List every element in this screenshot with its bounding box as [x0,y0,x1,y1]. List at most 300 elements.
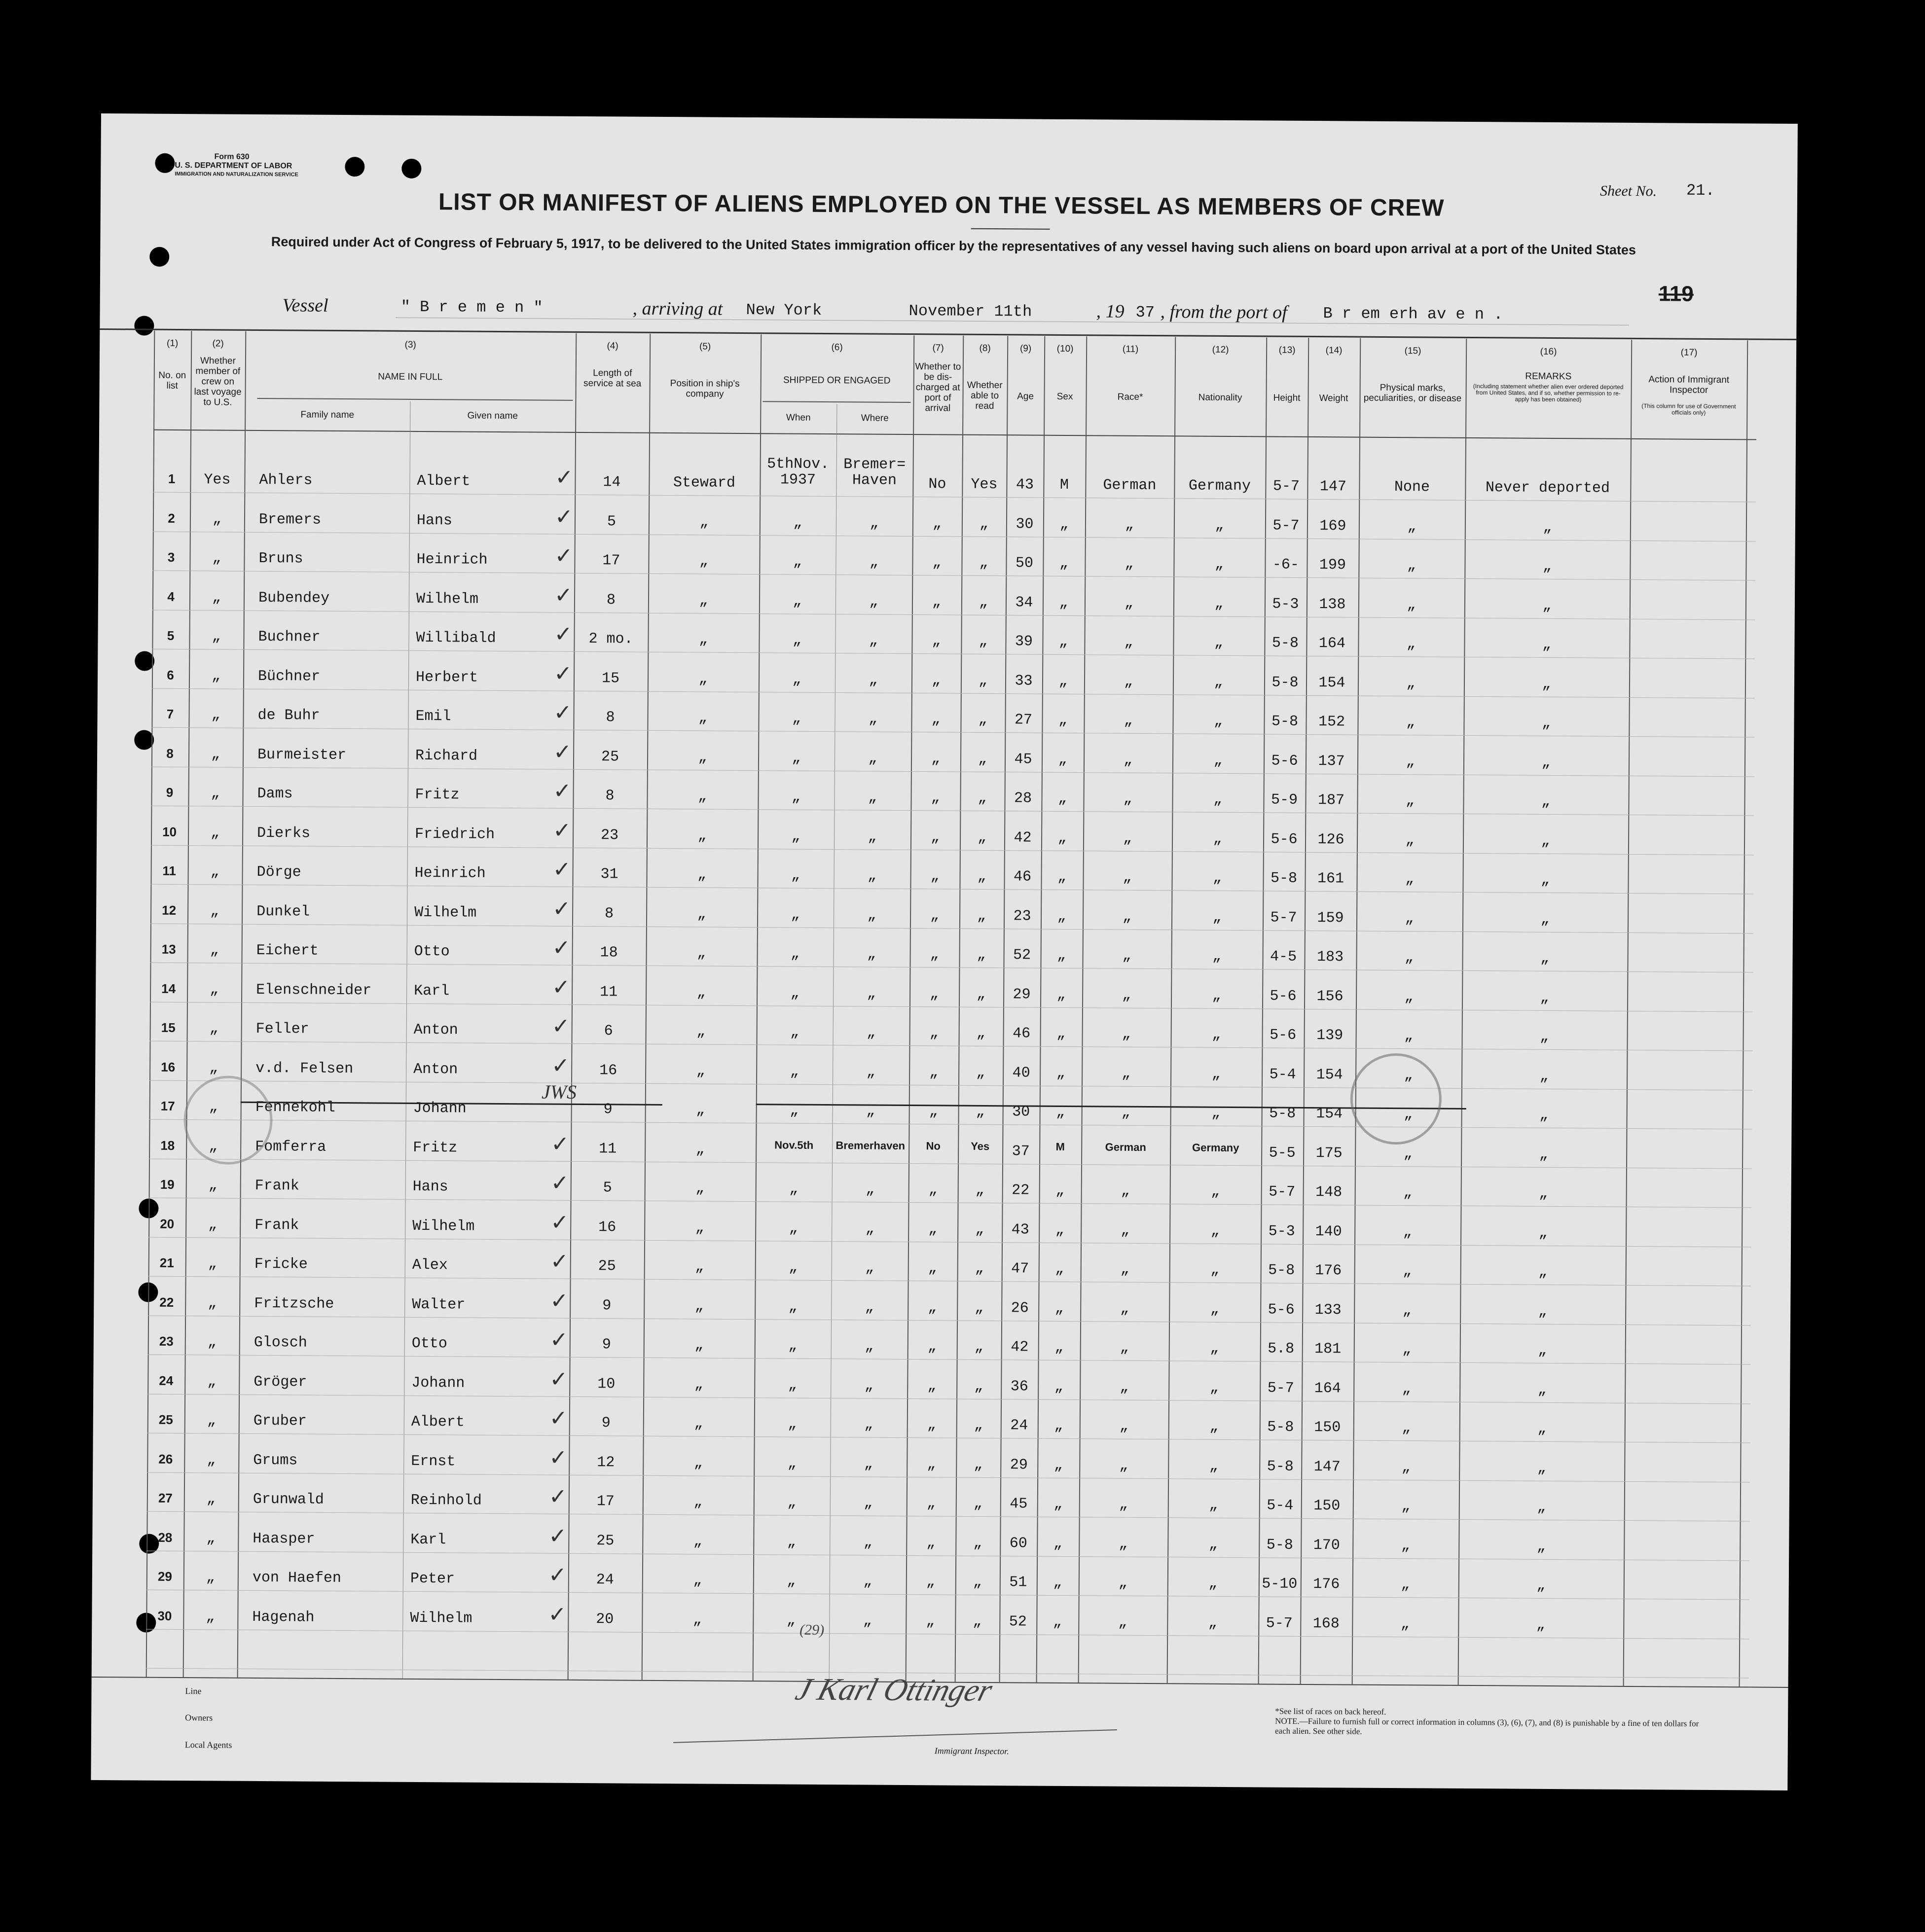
cell-race: German [1105,1140,1146,1153]
page-title: LIST OR MANIFEST OF ALIENS EMPLOYED ON THE VESSEL AS MEMBERS OF CREW [438,189,1445,221]
cell-where: „ [865,1299,874,1316]
cell-prev: „ [209,1059,218,1076]
cell-where: „ [863,1612,872,1630]
cell-service: 14 [603,474,621,491]
cell-given: Wilhelm [414,904,477,922]
cell-prev: „ [209,1099,218,1116]
colnum-1: (1) [166,338,179,349]
check-mark-icon: ✓ [550,1288,569,1314]
cell-discharged: „ [930,985,939,1002]
cell-remarks: „ [1537,1499,1546,1516]
signature-line [673,1729,1117,1743]
cell-age: 46 [1013,868,1032,886]
cell-when: „ [790,1063,799,1080]
cell-family: v.d. Felsen [255,1060,354,1077]
cell-nationality: Germany [1188,477,1251,495]
cell-family: de Buhr [257,707,320,724]
footer-owners-label: Owners [185,1713,213,1723]
column-divider [183,331,192,1677]
check-mark-icon: ✓ [551,1053,570,1078]
cell-remarks: „ [1538,1303,1547,1320]
cell-nationality: „ [1208,1575,1218,1592]
cell-weight: 152 [1318,714,1345,731]
cell-age: 40 [1012,1064,1030,1082]
inspector-signature: J Karl Ottinger [792,1671,997,1708]
cell-position: „ [698,710,708,727]
cell-no: 12 [162,902,177,918]
colnum-10: (10) [1056,343,1074,355]
col-remarks-note: (Including statement whether alien ever ordered deported from United States, and if so, whether permission to re-apply has been obtained) [1473,383,1624,403]
colnum-6: (6) [831,342,843,353]
cell-no: 8 [166,746,174,761]
cell-remarks: „ [1539,1068,1549,1085]
vessel-value: " B r e m e n " [400,297,543,317]
cell-age: 47 [1011,1260,1029,1278]
cell-when: „ [792,710,801,727]
cell-read: „ [976,1064,985,1081]
cell-race: „ [1122,987,1131,1004]
col-nationality: Nationality [1198,392,1242,403]
cell-where: Bremerhaven [835,1139,906,1152]
cell-where: „ [867,946,876,963]
cell-height: 5-8 [1269,1105,1296,1122]
col-when: When [786,412,811,423]
cell-prev: „ [207,1412,216,1430]
cell-family: Buchner [258,628,321,646]
cell-where: „ [866,1064,875,1081]
cell-read: „ [975,1299,984,1317]
cell-height: 5-10 [1262,1575,1298,1593]
cell-remarks: „ [1542,597,1552,614]
cell-weight: 175 [1315,1145,1343,1162]
cell-when: „ [789,1259,798,1276]
cell-where: „ [864,1416,873,1433]
cell-service: 31 [600,866,618,883]
cell-prev: „ [211,707,220,724]
cell-prev: Yes [204,471,231,489]
cell-marks: „ [1405,910,1414,927]
cell-service: 25 [596,1532,615,1549]
cell-family: Grunwald [253,1491,324,1508]
cell-family: Bruns [258,550,303,568]
cell-age: 52 [1009,1613,1027,1631]
cell-service: 12 [597,1454,615,1471]
cell-when: „ [792,632,802,649]
cell-remarks: „ [1539,1028,1549,1045]
cell-marks: „ [1404,988,1414,1005]
cell-weight: 168 [1312,1615,1340,1632]
col-remarks: REMARKS [1525,371,1572,382]
col-no-on-list: No. on list [158,370,186,391]
cell-no: 2 [168,510,175,526]
cell-discharged: „ [926,1495,936,1512]
cell-age: 28 [1014,790,1032,807]
col-name-in-full: NAME IN FULL [378,371,443,383]
cell-service: 24 [596,1572,614,1589]
check-mark-icon: ✓ [550,1170,569,1196]
cell-marks: „ [1406,714,1416,731]
agency-service: IMMIGRATION AND NATURALIZATION SERVICE [175,171,298,178]
colnum-5: (5) [699,341,711,352]
cell-height: 5-3 [1268,1222,1295,1240]
cell-nationality: „ [1215,517,1224,534]
cell-prev: „ [212,628,221,645]
year-value: 37 [1135,303,1155,322]
column-divider [1167,337,1176,1683]
cell-nationality: „ [1209,1497,1218,1514]
check-mark-icon: ✓ [551,1013,570,1039]
check-mark-icon: ✓ [548,1602,567,1627]
cell-age: 30 [1016,515,1034,533]
cell-weight: 156 [1316,988,1344,1005]
cell-remarks: „ [1538,1263,1548,1281]
cell-when: „ [789,1181,799,1198]
cell-when: „ [787,1534,796,1551]
cell-no: 7 [166,706,174,721]
cell-discharged: „ [932,633,941,650]
cell-when: „ [791,788,801,806]
cell-when: „ [789,1220,798,1237]
cell-sex: „ [1057,829,1067,847]
cell-nationality: „ [1213,713,1223,730]
check-mark-icon: ✓ [549,1366,568,1392]
cell-where: „ [863,1573,872,1590]
cell-height: 5-8 [1267,1458,1294,1475]
cell-discharged: „ [932,515,942,532]
check-mark-icon: ✓ [553,739,572,765]
cell-discharged: „ [928,1181,938,1199]
cell-where: „ [869,632,878,649]
col-shipped-engaged: SHIPPED OR ENGAGED [783,375,891,386]
cell-position: „ [696,1102,705,1119]
cell-race: „ [1119,1457,1128,1474]
cell-position: „ [696,984,706,1002]
cell-given: Anton [413,1061,458,1078]
cell-weight: 138 [1319,596,1346,613]
cell-height: 5-7 [1266,1614,1293,1632]
cell-service: 23 [600,826,619,844]
cell-marks: „ [1405,871,1415,888]
cell-weight: 164 [1318,635,1346,652]
cell-position: „ [694,1297,704,1315]
cell-family: Fennekohl [255,1099,335,1116]
year-prefix: , 19 [1096,301,1125,322]
check-mark-icon: ✓ [548,1484,567,1509]
check-mark-icon: ✓ [549,1445,568,1470]
cell-family: Bubendey [258,589,330,607]
cell-age: 26 [1011,1299,1029,1317]
cell-read: „ [975,1260,984,1277]
cell-given: Walter [412,1296,466,1314]
cell-discharged: „ [931,711,941,728]
cell-height: 5-4 [1269,1066,1296,1083]
cell-sex: „ [1056,947,1066,964]
cell-family: Gröger [254,1373,307,1391]
cell-given: Heinrich [414,864,486,882]
cell-discharged: „ [926,1612,935,1630]
cell-age: 46 [1013,1025,1031,1042]
cell-no: 9 [166,785,174,800]
cell-height: 5-8 [1271,713,1299,730]
column-divider [1458,339,1467,1685]
cell-no: 10 [162,824,177,839]
cell-no: 28 [158,1530,173,1545]
cell-position: „ [697,866,707,884]
cell-height: 5-7 [1270,909,1297,927]
cell-race: „ [1122,947,1131,965]
cell-weight: 199 [1319,557,1346,574]
cell-weight: 147 [1313,1458,1341,1475]
col-weight: Weight [1319,393,1348,404]
col-sex: Sex [1056,391,1073,402]
cell-where: „ [867,907,876,924]
cell-prev: „ [206,1530,216,1547]
cell-where: „ [867,985,876,1002]
cell-when: „ [793,514,802,532]
cell-marks: „ [1401,1498,1411,1515]
cell-nationality: „ [1209,1418,1219,1435]
cell-discharged: „ [927,1417,936,1434]
cell-marks: „ [1406,675,1416,692]
cell-nationality: „ [1209,1379,1219,1396]
cell-family: Eichert [256,942,319,960]
cell-given: Ernst [411,1453,456,1470]
check-mark-icon: ✓ [553,778,572,804]
cell-remarks: „ [1538,1224,1548,1242]
cell-discharged: „ [928,1260,937,1277]
cell-when: „ [791,828,800,845]
cell-read: „ [977,829,987,846]
check-mark-icon: ✓ [552,857,571,882]
cell-sex: „ [1059,516,1069,533]
cell-height: 5.8 [1268,1340,1295,1358]
cell-position: „ [699,553,709,570]
cell-nationality: „ [1214,674,1223,691]
cell-no: 19 [160,1177,175,1192]
cell-remarks: „ [1543,519,1552,536]
cell-marks: „ [1405,831,1415,849]
check-mark-icon: ✓ [548,1523,567,1549]
cell-sex: „ [1058,673,1068,690]
cell-weight: 137 [1318,752,1345,770]
cell-marks: „ [1400,1615,1410,1633]
column-divider [753,334,762,1681]
cell-prev: „ [208,1177,218,1194]
cell-service: 9 [603,1101,613,1118]
cell-prev: „ [211,746,220,763]
cell-height: 5-3 [1272,596,1299,613]
cell-marks: „ [1402,1380,1411,1397]
cell-position: „ [699,513,709,531]
cell-where: „ [869,672,878,689]
cell-sex: „ [1054,1300,1064,1317]
corner-number: 119 [1658,282,1694,306]
cell-where: „ [864,1456,873,1473]
cell-nationality: „ [1210,1301,1219,1318]
cell-discharged: „ [930,868,940,885]
cell-read: Yes [971,1140,990,1152]
title-rule [971,228,1050,230]
cell-discharged: „ [931,750,941,767]
column-divider [1739,340,1748,1686]
cell-weight: 140 [1315,1223,1342,1240]
cell-when: „ [787,1455,797,1472]
cell-service: 8 [606,591,616,608]
cell-position: „ [692,1611,702,1628]
cell-prev: „ [206,1491,216,1508]
cell-weight: 154 [1316,1066,1343,1083]
col-race: Race* [1117,392,1143,402]
cell-given: Wilhelm [410,1610,472,1627]
colnum-8: (8) [979,343,991,354]
cell-sex: „ [1054,1378,1063,1395]
cell-no: 3 [167,549,175,565]
cell-prev: „ [210,981,219,998]
cell-race: „ [1123,790,1132,808]
cell-race: „ [1122,1065,1131,1082]
cell-weight: 164 [1314,1380,1341,1397]
cell-height: 5-6 [1268,1301,1295,1319]
cell-prev: „ [207,1334,217,1351]
cell-sex: „ [1058,751,1067,768]
cell-service: 9 [602,1336,611,1354]
cell-prev: „ [212,550,221,567]
cell-age: 42 [1014,829,1032,847]
cell-nationality: „ [1211,1066,1221,1083]
cell-marks: „ [1406,753,1415,770]
cell-marks: „ [1401,1537,1410,1554]
cell-family: Dörge [256,863,301,881]
cell-read: „ [975,1221,984,1238]
cell-family: Fricke [254,1255,308,1273]
check-mark-icon: ✓ [555,465,574,490]
colnum-16: (16) [1540,346,1557,358]
cell-marks: „ [1405,792,1415,810]
cell-nationality: „ [1214,634,1224,651]
cell-discharged: „ [931,672,941,689]
cell-weight: 150 [1314,1419,1341,1436]
penalty-note: NOTE.—Failure to furnish full or correct information in columns (3), (6), (7), and (8) is punishable by a fine of ten dollars for each alien. See other side. [1274,1716,1699,1736]
cell-where: „ [869,593,878,610]
cell-marks: „ [1406,636,1416,653]
cell-remarks: „ [1542,676,1551,693]
cell-read: Yes [971,476,998,494]
footer-agents-label: Local Agents [184,1740,232,1750]
cell-position: Steward [673,474,736,492]
cell-given: Heinrich [416,551,488,569]
cell-sex: „ [1055,1182,1065,1199]
cell-prev: „ [208,1255,217,1273]
cell-race: „ [1119,1536,1128,1553]
cell-given: Otto [414,943,450,961]
cell-marks: „ [1401,1576,1410,1594]
cell-read: „ [979,594,988,611]
cell-weight: 181 [1314,1341,1342,1358]
cell-sex: „ [1058,633,1068,650]
cell-family: Büchner [257,668,321,685]
header-bottom-border [153,429,1756,440]
cell-remarks: „ [1542,558,1552,575]
cell-prev: „ [212,510,222,528]
shipped-rule [763,401,910,403]
cell-weight: 148 [1315,1184,1343,1201]
cell-read: „ [974,1378,983,1395]
cell-family: von Haefen [252,1569,341,1587]
cell-discharged: „ [929,1064,939,1081]
cell-remarks: „ [1537,1420,1547,1437]
cell-race: „ [1124,595,1134,612]
cell-when: „ [788,1298,798,1316]
cell-nationality: „ [1213,791,1223,808]
cell-height: -6- [1272,556,1300,573]
official-stamp [1350,1053,1442,1145]
cell-family: Dunkel [256,903,310,921]
colnum-15: (15) [1404,346,1421,357]
cell-prev: „ [211,667,221,684]
cell-discharged: „ [931,789,940,807]
cell-position: „ [695,1219,704,1237]
cell-discharged: „ [928,1220,938,1238]
column-divider [906,335,915,1682]
cell-marks: „ [1401,1459,1411,1476]
cell-service: 25 [601,748,619,765]
cell-remarks: „ [1536,1616,1545,1634]
cell-height: 5-7 [1267,1379,1294,1397]
cell-given: Hans [416,512,453,529]
cell-race: „ [1123,751,1133,769]
cell-when: „ [790,985,799,1002]
cell-remarks: „ [1541,793,1551,810]
cell-family: Elenschneider [256,981,372,999]
cell-given: Reinhold [410,1492,482,1509]
column-divider [1300,338,1309,1684]
cell-position: „ [697,905,706,923]
cell-family: Burmeister [257,746,347,764]
cell-family: Hagenah [252,1609,315,1626]
cell-age: 43 [1016,476,1034,494]
cell-service: 17 [596,1493,615,1510]
manifest-page [91,113,1798,1790]
cell-remarks: „ [1536,1538,1546,1555]
col-able-to-read: Whether able to read [967,380,1003,412]
count-note: (29) [799,1621,825,1639]
col-inspector-note: (This column for use of Government officials only) [1641,402,1736,416]
cell-no: 16 [161,1059,176,1074]
cell-remarks: „ [1539,1146,1548,1163]
cell-marks: None [1394,479,1430,496]
cell-read: „ [979,633,988,650]
punch-hole [134,316,154,335]
cell-race: „ [1124,712,1133,729]
cell-discharged: No [926,1139,941,1152]
cell-read: „ [973,1613,982,1630]
page-subtitle: Required under Act of Congress of February 5, 1917, to be delivered to the United States immigration officer by the representatives of any vessel having such aliens on board upon arrival at a port of the United States [271,234,1636,258]
cell-age: 43 [1011,1221,1029,1239]
cell-when: „ [787,1494,797,1511]
cell-age: 22 [1012,1182,1030,1199]
cell-height: 5-6 [1270,988,1297,1005]
cell-family: Glosch [254,1334,307,1352]
cell-family: Feller [255,1020,309,1038]
colnum-4: (4) [607,341,618,352]
cell-where: „ [865,1220,874,1238]
column-divider [1352,338,1361,1684]
cell-age: 29 [1010,1456,1028,1474]
punch-hole [149,247,169,267]
cell-weight: 161 [1317,870,1344,888]
cell-given: Anton [413,1021,458,1039]
cell-race: „ [1120,1379,1129,1396]
